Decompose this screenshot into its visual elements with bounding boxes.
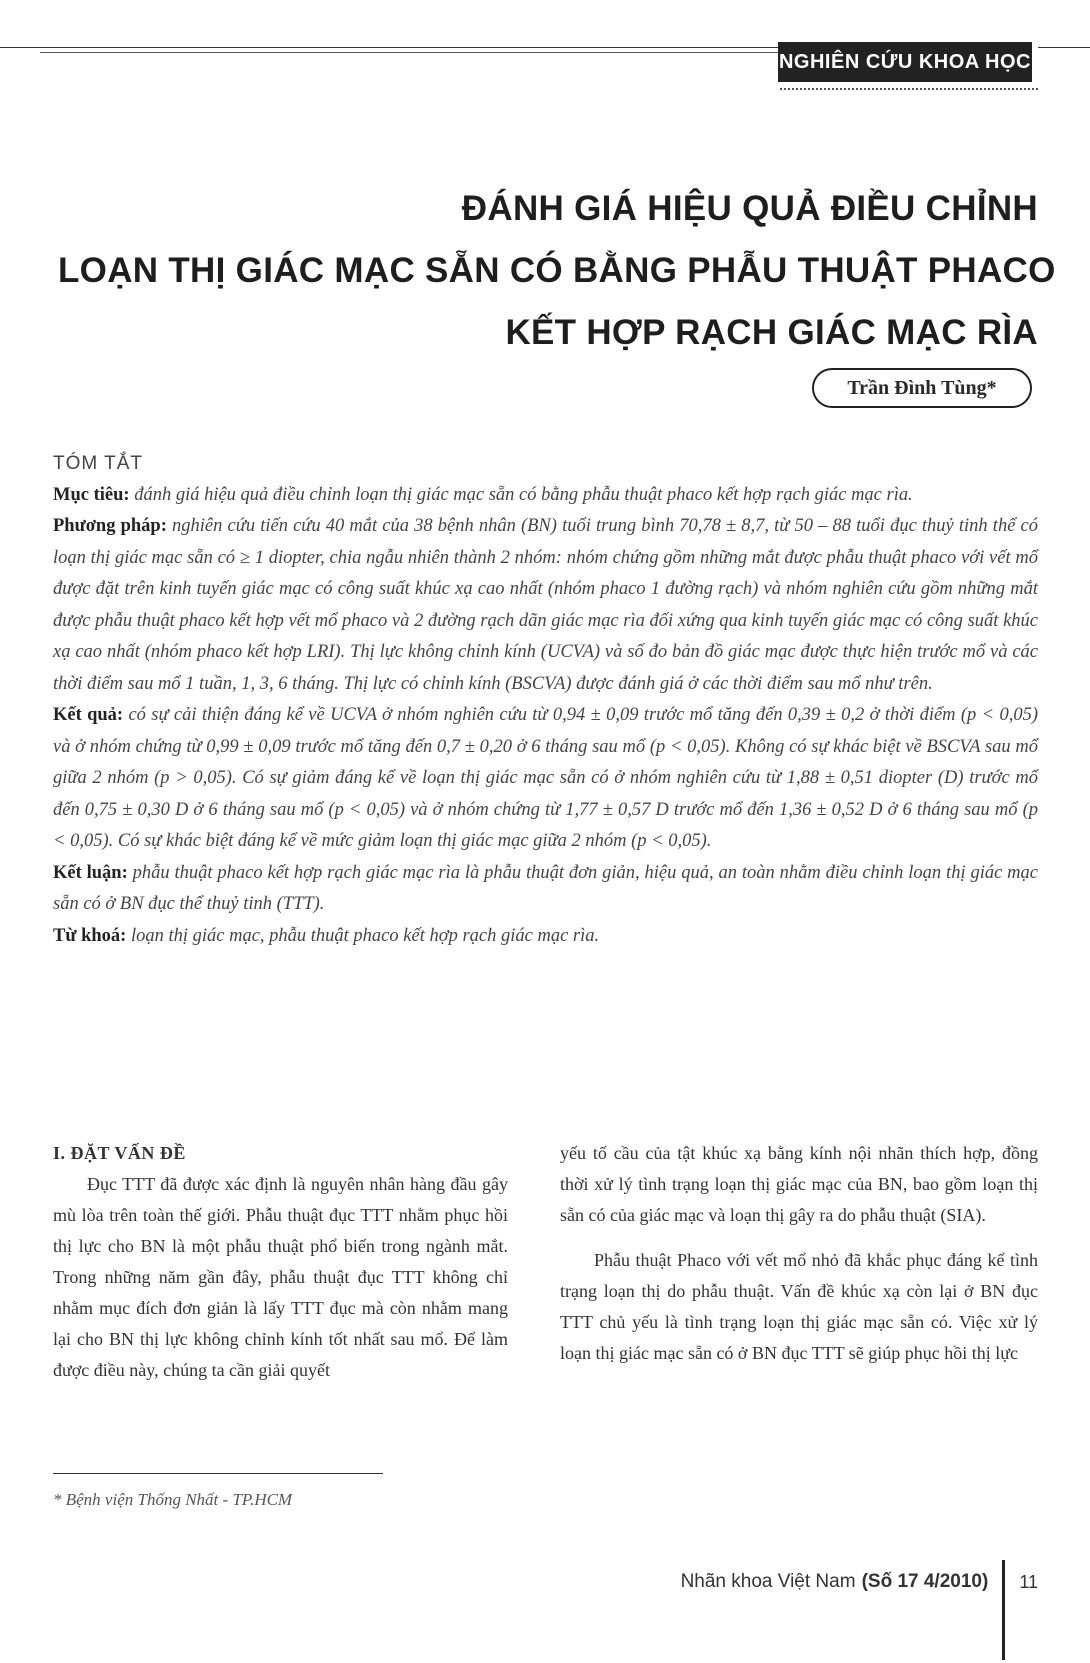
abstract-method — [53, 511, 1038, 700]
keywords-label: Từ khoá: — [53, 925, 127, 946]
footnote-rule — [53, 1473, 383, 1474]
abstract-conclusion — [53, 858, 1038, 921]
article-title — [58, 178, 1056, 364]
page-number: 11 — [1019, 1571, 1038, 1592]
badge-dotted-rule — [780, 86, 1038, 90]
method-text: nghiên cứu tiến cứu 40 mắt của 38 bệnh nhân (BN) tuổi trung bình 70,78 ± 8,7, từ 50 – 88 tuổi đục thuỷ tinh thể có loạn thị giác mạc sẵn có ≥ 1 diopter, chia ngẫu nhiên thành 2 nhóm: nhóm chứng gồm những mắt được phẫu thuật phaco với vết mổ được đặt trên kinh tuyến giác mạc có công suất khúc xạ cao nhất (nhóm phaco 1 đường rạch) và nhóm nghiên cứu gồm những mắt được phẫu thuật phaco kết hợp vết mổ phaco và 2 đường rạch dãn giác mạc rìa đối xứng qua kinh tuyến giác mạc có công suất khúc xạ cao nhất (nhóm phaco kết hợp LRI). Thị lực không chỉnh kính (UCVA) và số đo bản đồ giác mạc được thực hiện trước mổ và các thời điểm sau mổ 1 tuần, 1, 3, 6 tháng. Thị lực có chỉnh kính (BSCVA) được đánh giá ở các thời điểm sau mổ như trên. — [53, 516, 1038, 694]
abstract-heading: TÓM TẮT — [53, 453, 144, 474]
body-paragraph: Đục TTT đã được xác định là nguyên nhân hàng đầu gây mù lòa trên toàn thế giới. Phẫu thuật đục TTT nhằm phục hồi thị lực cho BN là một phẫu thuật phổ biến trong ngành mắt. Trong những năm gần đây, phẫu thuật đục TTT không chỉ nhằm mục đích đơn giản là lấy TTT đục mà còn nhằm mang lại cho BN thị lực không chỉnh kính tốt nhất sau mổ. Để làm được điều này, chúng ta cần giải quyết — [53, 1174, 508, 1380]
journal-name: Nhãn khoa Việt Nam — [680, 1571, 856, 1592]
objective-label: Mục tiêu: — [53, 484, 130, 505]
author-name: Trần Đình Tùng* — [812, 368, 1032, 408]
title-line: ĐÁNH GIÁ HIỆU QUẢ ĐIỀU CHỈNH — [461, 189, 1038, 228]
abstract-objective — [53, 480, 1038, 512]
method-label: Phương pháp: — [53, 516, 167, 536]
body-column-left — [53, 1138, 508, 1386]
result-text: có sự cải thiện đáng kể về UCVA ở nhóm nghiên cứu từ 0,94 ± 0,09 trước mổ tăng đến 0,39 ± 0,2 ở thời điểm (p < 0,05) và ở nhóm chứng từ 0,99 ± 0,09 trước mổ tăng đến 0,7 ± 0,20 ở 6 tháng sau mổ (p < 0,05). Không có sự khác biệt về BSCVA sau mổ giữa 2 nhóm (p > 0,05). Có sự giảm đáng kể về loạn thị giác mạc sẵn có ở nhóm nghiên cứu từ 1,88 ± 0,51 diopter (D) trước mổ đến 0,75 ± 0,30 D ở 6 tháng sau mổ (p < 0,05) và ở nhóm chứng từ 1,77 ± 0,57 D trước mổ đến 1,36 ± 0,52 D ở 6 tháng sau mổ (p < 0,05). Có sự khác biệt đáng kể về mức giảm loạn thị giác mạc giữa 2 nhóm (p < 0,05). — [53, 705, 1039, 851]
section-heading: I. ĐẶT VẤN ĐỀ — [53, 1143, 186, 1163]
result-label: Kết quả: — [53, 705, 124, 725]
title-line: KẾT HỢP RẠCH GIÁC MẠC RÌA — [505, 313, 1038, 352]
conclusion-text: phẫu thuật phaco kết hợp rạch giác mạc rìa là phẫu thuật đơn giản, hiệu quả, an toàn nhằm điều chỉnh loạn thị giác mạc sẵn có ở BN đục thể thuỷ tinh (TTT). — [53, 862, 1038, 914]
conclusion-label: Kết luận: — [53, 862, 128, 883]
page-footer — [681, 1565, 1038, 1599]
issue-label: (Số 17 4/2010) — [861, 1571, 989, 1592]
body-paragraph: yếu tố cầu của tật khúc xạ bằng kính nội nhãn thích hợp, đồng thời xử lý tình trạng loạn thị giác mạc của BN, bao gồm loạn thị sẵn có của giác mạc và loạn thị gây ra do phẫu thuật (SIA). — [560, 1143, 1038, 1225]
keywords-text: loạn thị giác mạc, phẫu thuật phaco kết hợp rạch giác mạc rìa. — [130, 925, 600, 946]
abstract-keywords — [53, 921, 1038, 953]
section-badge: NGHIÊN CỨU KHOA HỌC — [778, 42, 1038, 82]
abstract-result — [53, 700, 1038, 858]
body-column-right — [560, 1138, 1038, 1369]
header-rule-inner — [40, 52, 780, 53]
objective-text: đánh giá hiệu quả điều chỉnh loạn thị giác mạc sẵn có bằng phẫu thuật phaco kết hợp rạch giác mạc rìa. — [134, 484, 913, 505]
abstract — [53, 448, 1038, 952]
footnote-affiliation: * Bệnh viện Thống Nhất - TP.HCM — [53, 1490, 293, 1509]
body-paragraph: Phẫu thuật Phaco với vết mổ nhỏ đã khắc phục đáng kể tình trạng loạn thị do phẫu thuật. Vấn đề khúc xạ còn lại ở BN đục TTT chủ yếu là tình trạng loạn thị giác mạc sẵn có. Việc xử lý loạn thị giác mạc sẵn có ở BN đục TTT sẽ giúp phục hồi thị lực — [560, 1250, 1038, 1363]
footer-divider — [1002, 1560, 1005, 1660]
title-line: LOẠN THỊ GIÁC MẠC SẴN CÓ BẰNG PHẪU THUẬT PHACO — [58, 251, 1056, 290]
